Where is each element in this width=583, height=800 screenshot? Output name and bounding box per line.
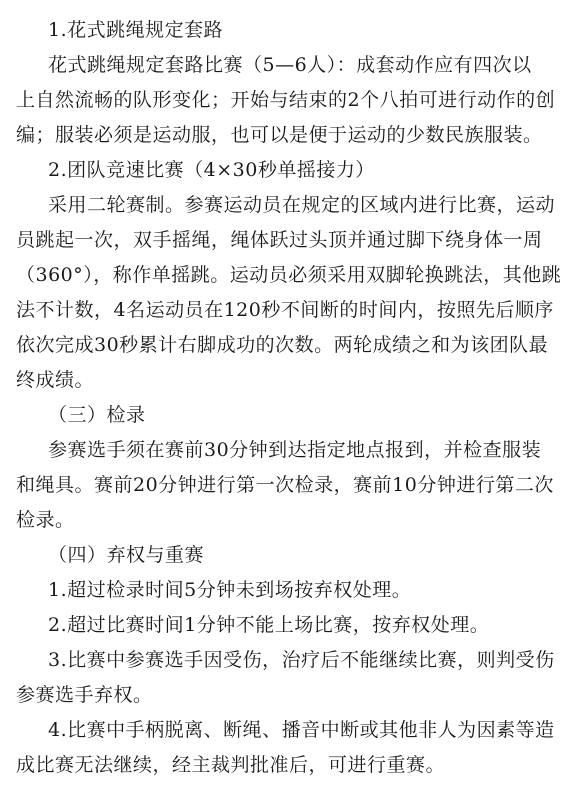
list-item: 4.比赛中手柄脱离、断绳、播音中断或其他非人为因素等造 <box>48 719 555 741</box>
paragraph-line: 检录。 <box>16 509 75 531</box>
paragraph-line: 编；服装必须是运动服，也可以是便于运动的少数民族服装。 <box>16 124 543 146</box>
section-heading-team-relay: 2.团队竞速比赛（4×30秒单摇接力） <box>48 159 375 181</box>
section-heading-fancy-rope: 1.花式跳绳规定套路 <box>48 19 224 41</box>
list-item: 1.超过检录时间5分钟未到场按弃权处理。 <box>48 579 412 601</box>
list-item: 2.超过比赛时间1分钟不能上场比赛，按弃权处理。 <box>48 614 490 636</box>
paragraph-line: 花式跳绳规定套路比赛（5—6人）：成套动作应有四次以 <box>48 54 532 76</box>
paragraph-line: 终成绩。 <box>16 369 95 391</box>
paragraph-line: （360°），称作单摇跳。运动员必须采用双脚轮换跳法，其他跳 <box>16 264 562 286</box>
paragraph-line: 法不计数，4名运动员在120秒不间断的时间内，按照先后顺序 <box>16 299 554 321</box>
list-item-continuation: 参赛选手弃权。 <box>16 684 153 706</box>
paragraph-line: 采用二轮赛制。参赛运动员在规定的区域内进行比赛，运动 <box>48 194 556 216</box>
paragraph-line: 员跳起一次，双手摇绳，绳体跃过头顶并通过脚下绕身体一周 <box>16 229 543 251</box>
list-item: 3.比赛中参赛选手因受伤，治疗后不能继续比赛，则判受伤 <box>48 649 555 671</box>
paragraph-line: 参赛选手须在赛前30分钟到达指定地点报到，并检查服装 <box>48 439 542 461</box>
section-heading-checkin: （三）检录 <box>48 404 146 426</box>
paragraph-line: 依次完成30秒累计右脚成功的次数。两轮成绩之和为该团队最 <box>16 334 549 356</box>
paragraph-line: 上自然流畅的队形变化；开始与结束的2个八拍可进行动作的创 <box>16 89 556 111</box>
section-heading-forfeit: （四）弃权与重赛 <box>48 544 205 566</box>
list-item-continuation: 成比赛无法继续，经主裁判批准后，可进行重赛。 <box>16 754 446 776</box>
paragraph-line: 和绳具。赛前20分钟进行第一次检录，赛前10分钟进行第二次 <box>16 474 554 496</box>
